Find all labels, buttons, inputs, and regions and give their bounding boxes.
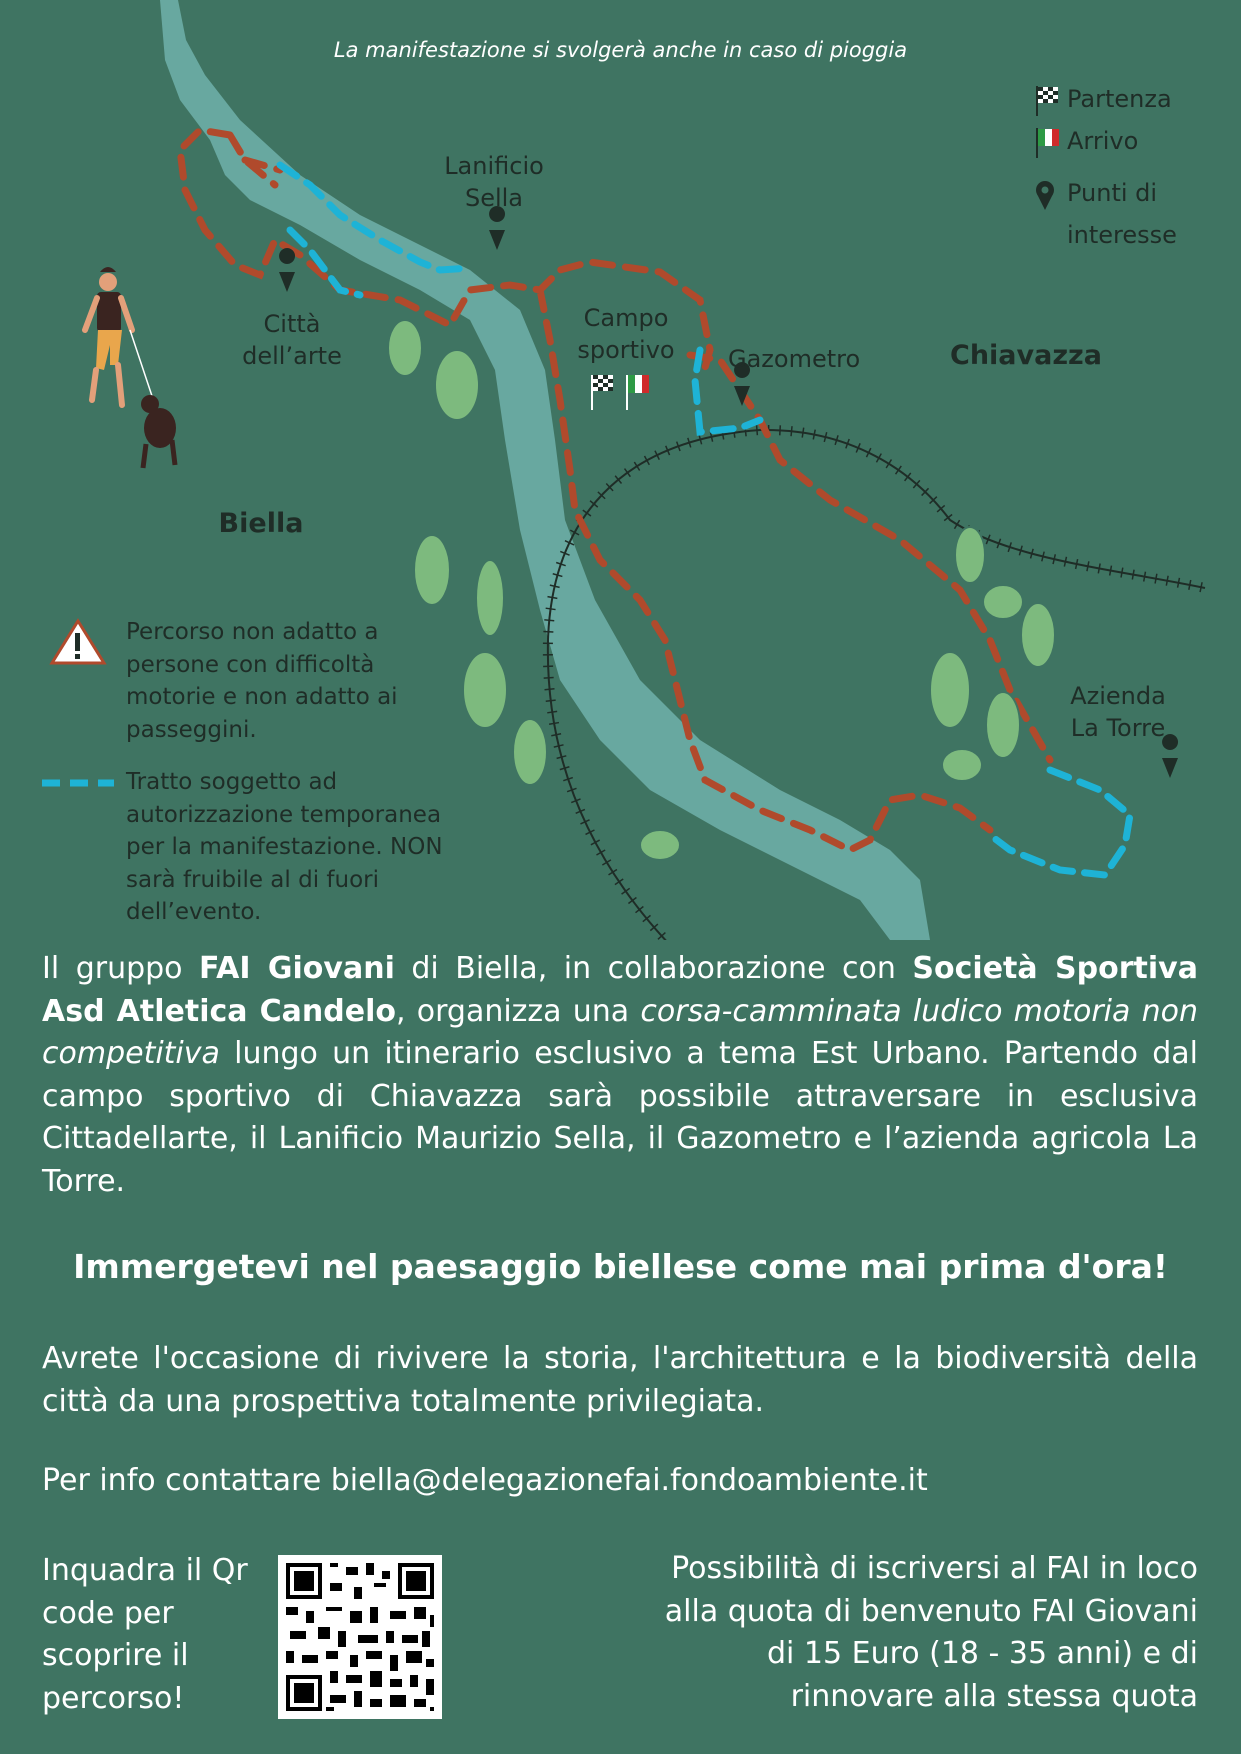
history-paragraph: Avrete l'occasione di rivivere la storia, l'architettura e la biodiversità della città da una prospettiva totalmente privilegiata. [42, 1341, 1198, 1419]
legend-finish [1035, 120, 1217, 162]
legend-poi [1035, 172, 1217, 256]
legend-poi-label: Punti di interesse [1067, 179, 1177, 249]
intro-paragraph [42, 948, 1198, 1203]
start-flag-icon [592, 375, 613, 410]
label-lanificio: Lanificio Sella [444, 152, 544, 212]
intro-text-2: di Biella, in collaborazione con [394, 951, 913, 986]
contact-info: Per info contattare biella@delegazionefai.fondoambiente.it [42, 1463, 928, 1498]
temporary-route-note: Tratto soggetto ad autorizzazione temporanea per la manifestazione. NON sarà fruibile al di fuori dell’evento. [126, 769, 443, 925]
label-chiavazza: Chiavazza [950, 340, 1102, 371]
fai-giovani-name: FAI Giovani [199, 951, 395, 986]
legend-start [1035, 78, 1217, 120]
label-citta-arte: Città dell’arte [242, 310, 342, 370]
legend-finish-label: Arrivo [1067, 127, 1139, 155]
event-type: corsa-camminata ludico motoria non competitiva [42, 993, 1198, 1071]
checkered-flag-icon [1035, 86, 1059, 116]
membership-note: Possibilità di iscriversi al FAI in loco alla quota di benvenuto FAI Giovani di 15 Euro (18 - 35 anni) e di rinnovare alla stessa quota [664, 1551, 1198, 1714]
finish-flag-icon [627, 375, 649, 410]
intro-text-1: Il gruppo [42, 951, 200, 986]
qr-code-image [278, 1555, 442, 1719]
map-pin-icon [1035, 180, 1055, 210]
label-gazometro: Gazometro [728, 345, 861, 373]
italian-flag-icon [1035, 128, 1059, 158]
intro-text-4: lungo un itinerario esclusivo a tema Est Urbano. Partendo dal campo sportivo di Chiavazza sarà possibile attraversare in esclusiva Cittadellarte, il Lanificio Maurizio Sella, il Gazometro e l’azienda agricola La Torre. [42, 1036, 1198, 1199]
qr-code[interactable] [278, 1555, 442, 1719]
label-campo: Campo sportivo [577, 304, 675, 364]
label-biella: Biella [218, 508, 304, 539]
accessibility-warning: Percorso non adatto a persone con difficoltà motorie e non adatto ai passeggini. [126, 619, 398, 743]
runner-illustration [85, 267, 176, 468]
qr-instruction: Inquadra il Qr code per scoprire il percorso! [42, 1553, 248, 1716]
warning-icon [52, 621, 104, 663]
pin-icon [279, 248, 295, 292]
legend-start-label: Partenza [1067, 85, 1172, 113]
headline: Immergetevi nel paesaggio biellese come mai prima d'ora! [73, 1247, 1168, 1286]
intro-text-3: , organizza una [395, 993, 641, 1029]
label-azienda: Azienda La Torre [1070, 682, 1166, 742]
map-legend [1035, 78, 1217, 256]
rain-notice: La manifestazione si svolgerà anche in caso di pioggia [333, 38, 908, 62]
partner-name: Società Sportiva Asd Atletica Candelo [42, 951, 1198, 1029]
